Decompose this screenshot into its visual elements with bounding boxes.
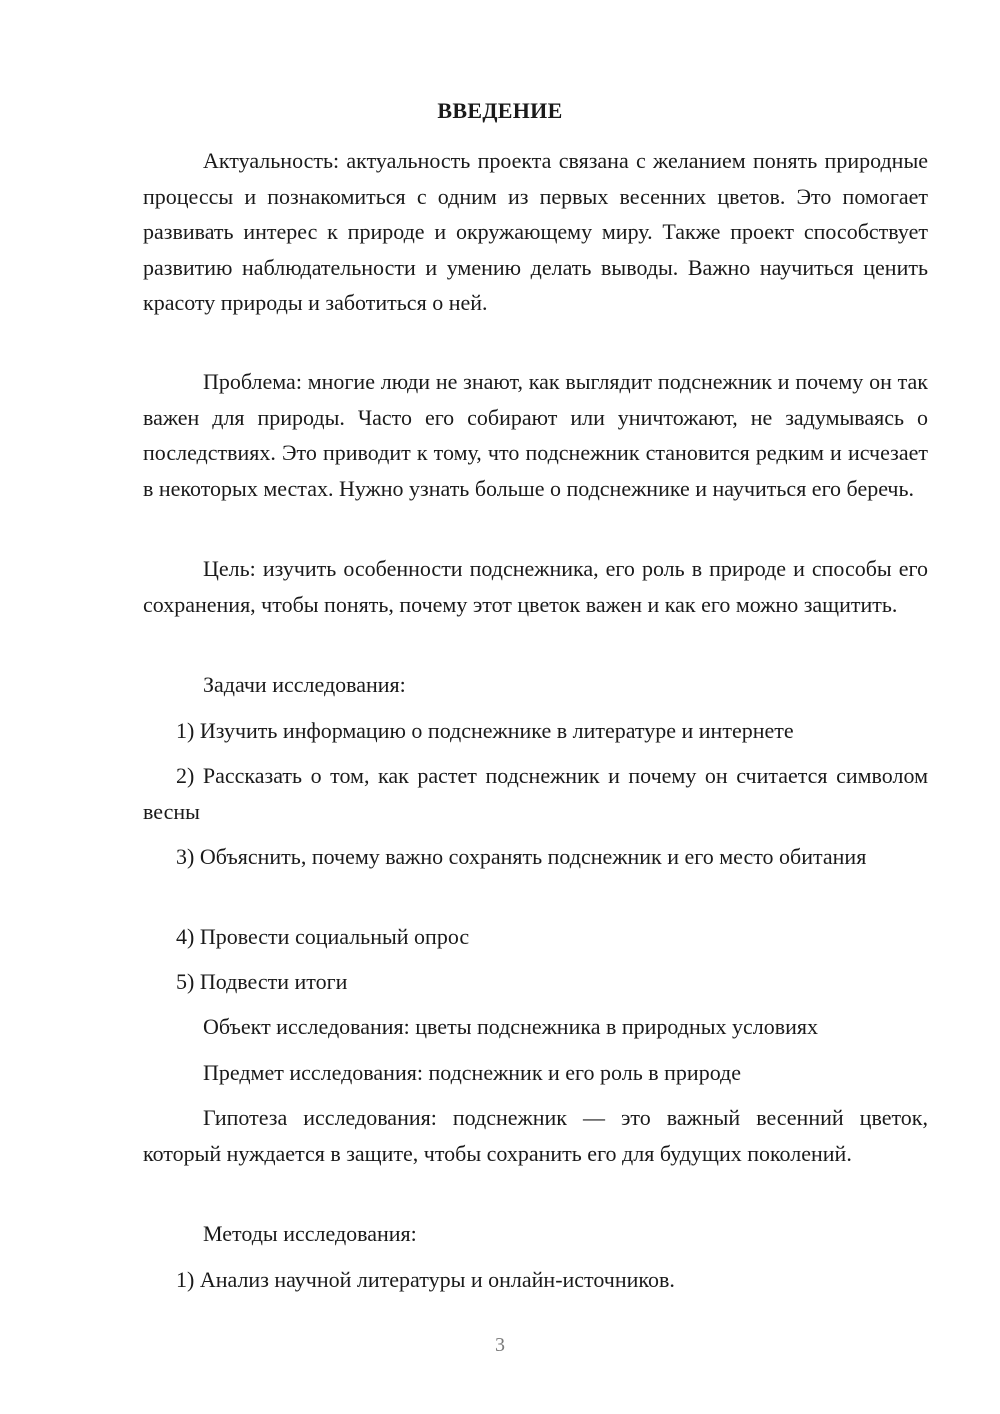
method-item-1: 1) Анализ научной литературы и онлайн-источников. — [176, 1267, 675, 1292]
tasks-title: Задачи исследования: — [203, 672, 406, 697]
page-number: 3 — [495, 1334, 505, 1356]
task-item-3: 3) Объяснить, почему важно сохранять подснежник и его место обитания — [176, 844, 867, 869]
hypothesis-paragraph: Гипотеза исследования: подснежник — это важный весенний цветок, который нуждается в защите, чтобы сохранить его для будущих поколений. — [143, 1105, 928, 1166]
task-item-5: 5) Подвести итоги — [176, 969, 348, 994]
subject-paragraph: Предмет исследования: подснежник и его роль в природе — [203, 1060, 742, 1085]
problem-paragraph: Проблема: многие люди не знают, как выглядит подснежник и почему он так важен для природы. Часто его собирают или уничтожают, не задумываясь о последствиях. Это приводит к тому, что подснежник становится редким и исчезает в некоторых местах. Нужно узнать больше о подснежнике и научиться его беречь. — [143, 369, 928, 501]
task-item-4: 4) Провести социальный опрос — [176, 924, 470, 949]
task-item-1: 1) Изучить информацию о подснежнике в литературе и интернете — [176, 718, 794, 743]
object-paragraph: Объект исследования: цветы подснежника в природных условиях — [203, 1014, 819, 1039]
task-item-2: 2) Рассказать о том, как растет подснежник и почему он считается символом весны — [143, 763, 928, 824]
page-heading: ВВЕДЕНИЕ — [437, 98, 563, 123]
relevance-paragraph: Актуальность: актуальность проекта связана с желанием понять природные процессы и познакомиться с одним из первых весенних цветов. Это помогает развивать интерес к природе и окружающему миру. Также проект способствует развитию наблюдательности и умению делать выводы. Важно научиться ценить красоту природы и заботиться о ней. — [143, 148, 928, 315]
goal-paragraph: Цель: изучить особенности подснежника, его роль в природе и способы его сохранения, чтобы понять, почему этот цветок важен и как его можно защитить. — [143, 556, 928, 617]
methods-title: Методы исследования: — [203, 1221, 417, 1246]
